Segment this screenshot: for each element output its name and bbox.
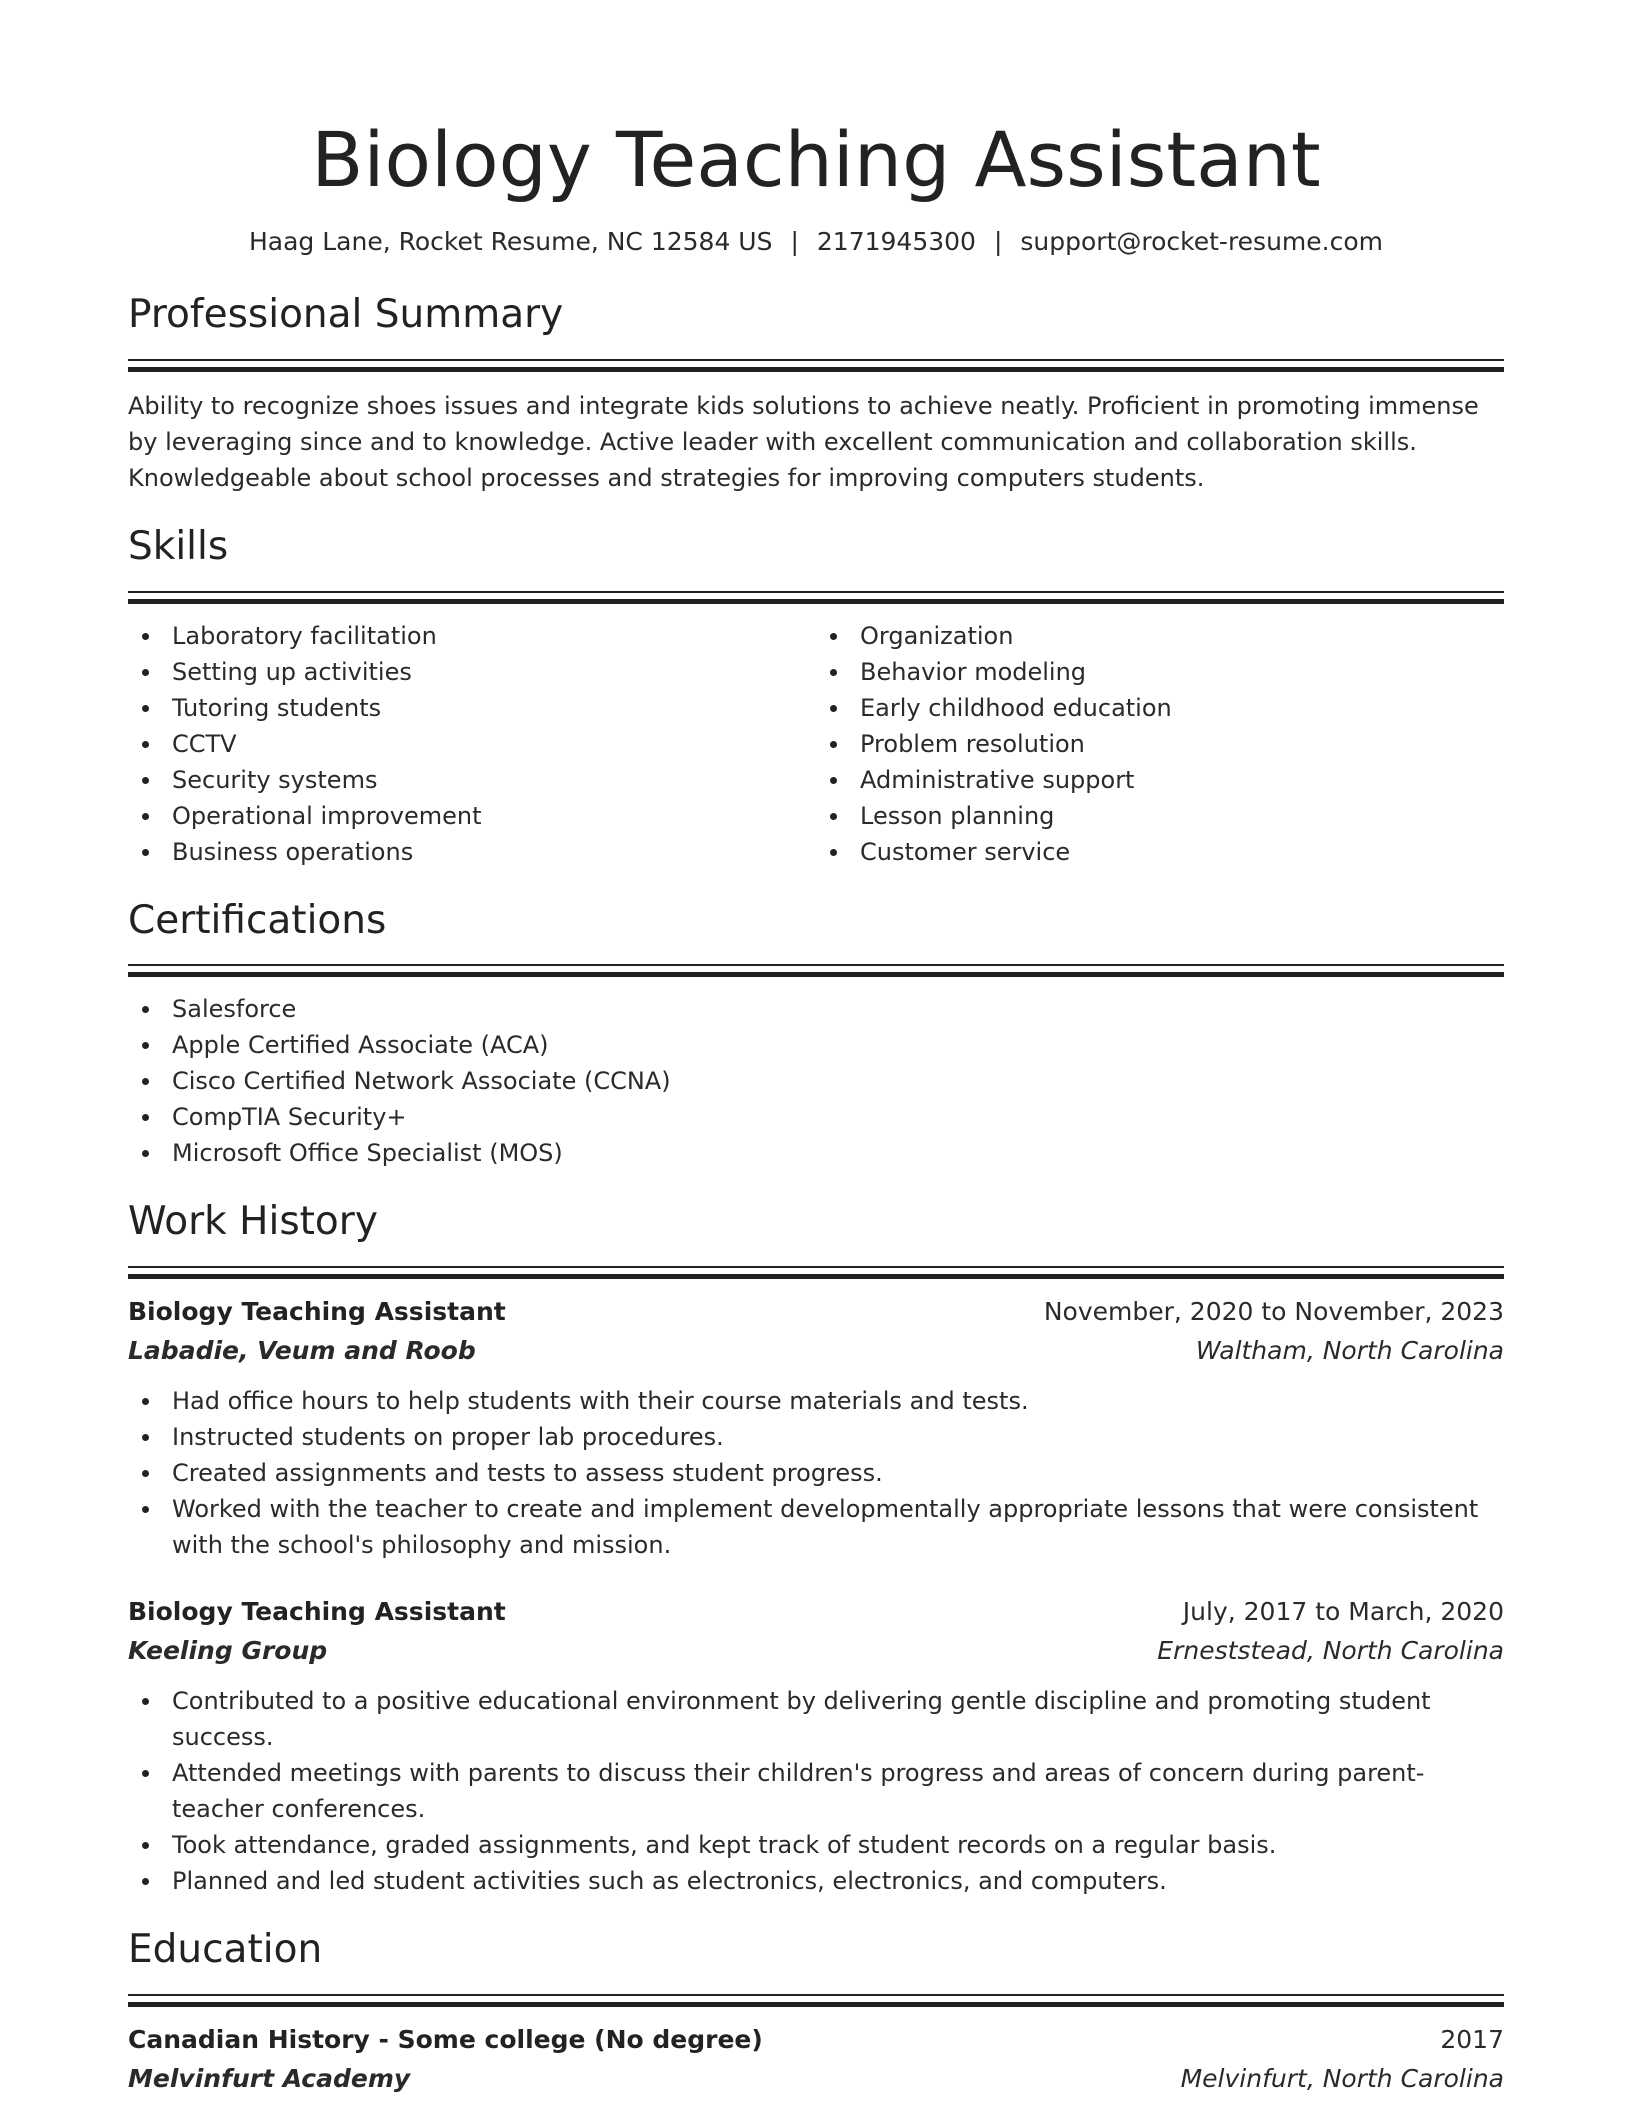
- certification-item: Cisco Certified Network Associate (CCNA): [128, 1063, 1504, 1099]
- certification-item: CompTIA Security+: [128, 1099, 1504, 1135]
- job-subheader: [128, 1331, 1504, 1371]
- summary-text: Ability to recognize shoes issues and integrate kids solutions to achieve neatly. Proficient in promoting immense by leveraging since and to knowledge. Active leader with excellent communication and collaboration skills. Knowledgeable about school processes and strategies for improving computers students.: [128, 391, 1479, 492]
- section-divider: [128, 964, 1504, 966]
- skill-item: Customer service: [816, 834, 1504, 870]
- skill-item: Early childhood education: [816, 690, 1504, 726]
- section-divider-thick: [128, 972, 1504, 977]
- job-bullet: Planned and led student activities such as electronics, electronics, and computers.: [128, 1863, 1504, 1899]
- contact-address: Haag Lane, Rocket Resume, NC 12584 US: [248, 226, 773, 256]
- skill-item: CCTV: [128, 726, 816, 762]
- skill-item: Business operations: [128, 834, 816, 870]
- job-bullet: Worked with the teacher to create and implement developmentally appropriate lessons that were consistent with the school's philosophy and mission.: [128, 1491, 1504, 1563]
- job-company: Keeling Group: [128, 1636, 328, 1666]
- skill-item: Administrative support: [816, 762, 1504, 798]
- section-divider-thick: [128, 367, 1504, 372]
- education-location: Melvinfurt, North Carolina: [1180, 2064, 1504, 2094]
- certification-item: Apple Certified Associate (ACA): [128, 1027, 1504, 1063]
- skill-item: Security systems: [128, 762, 816, 798]
- certifications-heading: Certifications: [128, 897, 387, 943]
- job-entry: [128, 1293, 1504, 1563]
- job-title: Biology Teaching Assistant: [128, 1297, 506, 1327]
- contact-separator: |: [790, 226, 799, 256]
- contact-email: support@rocket-resume.com: [1020, 226, 1384, 256]
- job-bullet: Instructed students on proper lab procedures.: [128, 1419, 1504, 1455]
- work-history-section: [128, 1199, 1504, 1899]
- summary-heading: Professional Summary: [128, 292, 564, 338]
- job-subheader: [128, 1631, 1504, 1671]
- education-section: [128, 1927, 1504, 2099]
- job-bullet: Had office hours to help students with their course materials and tests.: [128, 1383, 1504, 1419]
- job-dates: July, 2017 to March, 2020: [1182, 1597, 1504, 1627]
- section-divider: [128, 1994, 1504, 1996]
- summary-section: [128, 292, 1504, 496]
- skills-list-right: [816, 618, 1504, 870]
- contact-separator: |: [993, 226, 1003, 256]
- job-header: [128, 1293, 1504, 1331]
- skill-item: Problem resolution: [816, 726, 1504, 762]
- certifications-section: [128, 898, 1504, 1172]
- skill-item: Operational improvement: [128, 798, 816, 834]
- skills-section: [128, 524, 1504, 870]
- job-title: Biology Teaching Assistant: [128, 1597, 506, 1627]
- job-bullet: Created assignments and tests to assess student progress.: [128, 1455, 1504, 1491]
- skills-column-right: [816, 618, 1504, 870]
- education-entry: [128, 2021, 1504, 2099]
- skills-list-left: [128, 618, 816, 870]
- education-header: [128, 2021, 1504, 2059]
- job-dates: November, 2020 to November, 2023: [1043, 1297, 1504, 1327]
- job-bullets: [128, 1683, 1504, 1899]
- education-school: Melvinfurt Academy: [128, 2064, 411, 2094]
- skills-heading: Skills: [128, 523, 229, 569]
- job-location: Waltham, North Carolina: [1195, 1336, 1504, 1366]
- contact-line: [128, 226, 1504, 259]
- skill-item: Lesson planning: [816, 798, 1504, 834]
- skills-column-left: [128, 618, 816, 870]
- section-divider-thick: [128, 2002, 1504, 2007]
- education-subheader: [128, 2059, 1504, 2099]
- resume-title: Biology Teaching Assistant: [311, 115, 1321, 204]
- job-bullet: Attended meetings with parents to discuss their children's progress and areas of concern during parent-teacher conferences.: [128, 1755, 1504, 1827]
- skill-item: Laboratory facilitation: [128, 618, 816, 654]
- section-divider: [128, 359, 1504, 361]
- certification-item: Microsoft Office Specialist (MOS): [128, 1135, 1504, 1171]
- job-header: [128, 1593, 1504, 1631]
- education-degree: Canadian History - Some college (No degree): [128, 2025, 763, 2055]
- section-divider: [128, 591, 1504, 593]
- certification-item: Salesforce: [128, 991, 1504, 1027]
- skill-item: Tutoring students: [128, 690, 816, 726]
- contact-phone: 2171945300: [816, 226, 976, 256]
- job-company: Labadie, Veum and Roob: [128, 1336, 476, 1366]
- job-bullets: [128, 1383, 1504, 1563]
- skills-grid: [128, 618, 1504, 870]
- work-history-heading: Work History: [128, 1199, 378, 1245]
- section-divider: [128, 1266, 1504, 1268]
- skill-item: Setting up activities: [128, 654, 816, 690]
- education-year: 2017: [1440, 2025, 1504, 2055]
- job-bullet: Contributed to a positive educational environment by delivering gentle discipline and promoting student success.: [128, 1683, 1504, 1755]
- job-entry: [128, 1593, 1504, 1899]
- job-bullet: Took attendance, graded assignments, and kept track of student records on a regular basis.: [128, 1827, 1504, 1863]
- skill-item: Organization: [816, 618, 1504, 654]
- section-divider-thick: [128, 599, 1504, 604]
- certifications-list: [128, 991, 1504, 1171]
- education-heading: Education: [128, 1927, 323, 1973]
- job-location: Erneststead, North Carolina: [1157, 1636, 1504, 1666]
- section-divider-thick: [128, 1274, 1504, 1279]
- skill-item: Behavior modeling: [816, 654, 1504, 690]
